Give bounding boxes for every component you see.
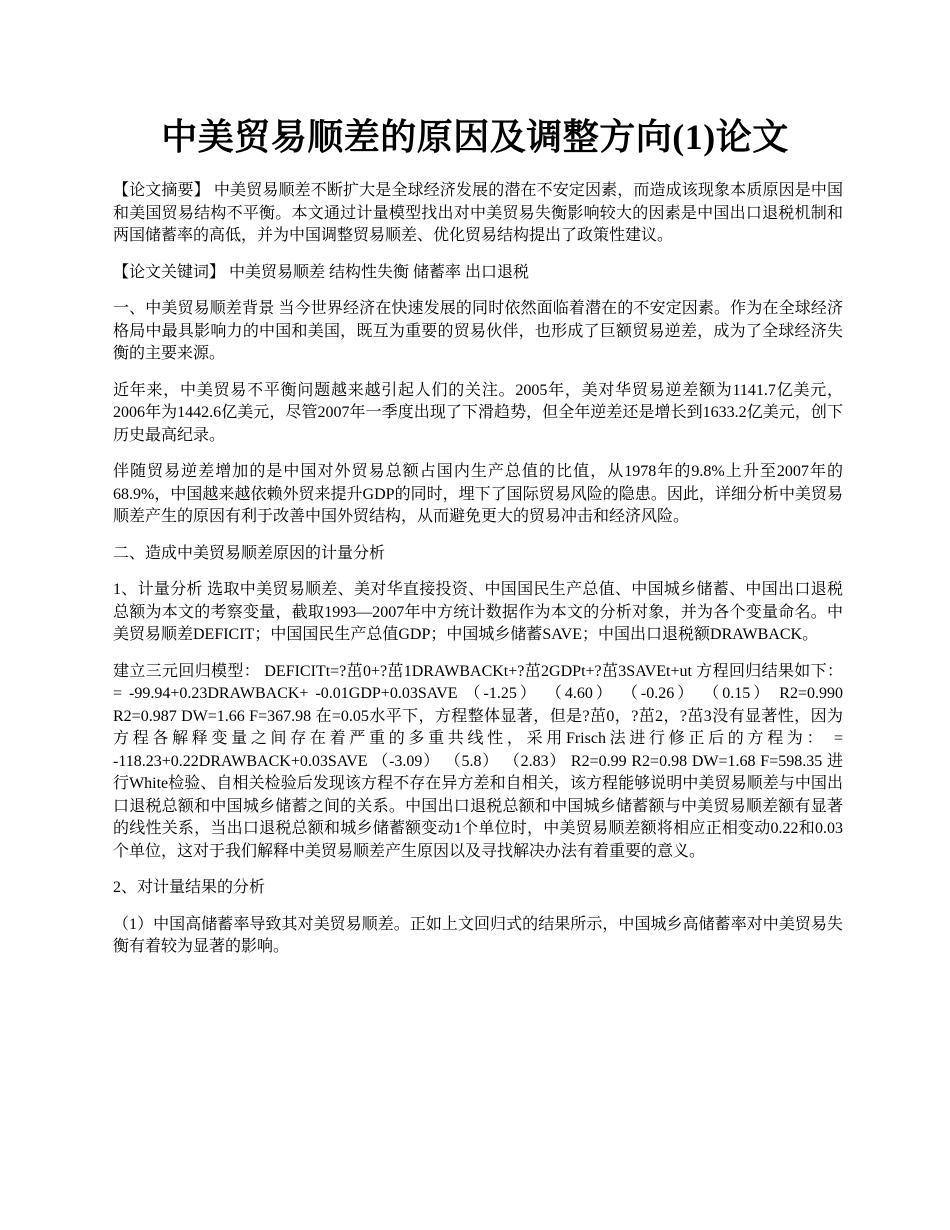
body-paragraph: 近年来，中美贸易不平衡问题越来越引起人们的关注。2005年，美对华贸易逆差额为1141.7亿美元，2006年为1442.6亿美元，尽管2007年一季度出现了下滑趋势，但全年逆差还是增长到1633.2亿美元，创下历史最高纪录。 bbox=[113, 381, 843, 444]
regression-paragraph: 建立三元回归模型： DEFICITt=?茁0+?茁1DRAWBACKt+?茁2GDPt+?茁3SAVEt+ut 方程回归结果如下： = -99.94+0.23DRAWBACK+ -0.01GDP+0.03SAVE （-1.25） （4.60） （-0.26） （0.15） R2=0.990 R2=0.987 DW=1.66 F=367.98 在=0.05水平下，方程整体显著，但是?茁0，?茁2，?茁3没有显著性，因为方程各解释变量之间存在着严重的多重共线性，采用Frisch法进行修正后的方程为： = -118.23+0.22DRAWBACK+0.03SAVE （-3.09） （5.8） （2.83） R2=0.99 R2=0.98 DW=1.68 F=598.35 进行White检验、自相关检验后发现该方程不存在异方差和自相关，该方程能够说明中美贸易顺差与中国出口退税总额和中国城乡储蓄之间的关系。中国出口退税总额和中国城乡储蓄额与中美贸易顺差额有显著的线性关系，当出口退税总额和城乡储蓄额变动1个单位时，中美贸易顺差额将相应正相变动0.22和0.03个单位，这对于我们解释中美贸易顺差产生原因以及寻找解决办法有着重要的意义。 bbox=[113, 662, 843, 860]
document-body bbox=[113, 180, 843, 973]
body-paragraph: 伴随贸易逆差增加的是中国对外贸易总额占国内生产总值的比值，从1978年的9.8%上升至2007年的68.9%，中国越来越依赖外贸来提升GDP的同时，埋下了国际贸易风险的隐患。因此，详细分析中美贸易顺差产生的原因有利于改善中国外贸结构，从而避免更大的贸易冲击和经济风险。 bbox=[113, 463, 843, 525]
keywords-paragraph: 【论文关键词】 中美贸易顺差 结构性失衡 储蓄率 出口退税 bbox=[113, 263, 530, 281]
section-heading: 二、造成中美贸易顺差原因的计量分析 bbox=[113, 544, 386, 562]
body-paragraph: 1、计量分析 选取中美贸易顺差、美对华直接投资、中国国民生产总值、中国城乡储蓄、中国出口退税总额为本文的考察变量，截取1993—2007年中方统计数据作为本文的分析对象，并为各个变量命名。中美贸易顺差DEFICIT；中国国民生产总值GDP；中国城乡储蓄SAVE；中国出口退税额DRAWBACK。 bbox=[113, 581, 843, 643]
subsection-heading: 2、对计量结果的分析 bbox=[113, 879, 266, 896]
background-paragraph: 一、中美贸易顺差背景 当今世界经济在快速发展的同时依然面临着潜在的不安定因素。作为在全球经济格局中最具影响力的中国和美国，既互为重要的贸易伙伴，也形成了巨额贸易逆差，成为了全球经济失衡的主要来源。 bbox=[113, 300, 843, 362]
abstract-paragraph: 【论文摘要】 中美贸易顺差不断扩大是全球经济发展的潜在不安定因素，而造成该现象本质原因是中国和美国贸易结构不平衡。本文通过计量模型找出对中美贸易失衡影响较大的因素是中国出口退税机制和两国储蓄率的高低，并为中国调整贸易顺差、优化贸易结构提出了政策性建议。 bbox=[113, 182, 843, 244]
body-paragraph: （1）中国高储蓄率导致其对美贸易顺差。正如上文回归式的结果所示，中国城乡高储蓄率对中美贸易失衡有着较为显著的影响。 bbox=[113, 915, 843, 955]
document-title: 中美贸易顺差的原因及调整方向(1)论文 bbox=[161, 117, 789, 157]
